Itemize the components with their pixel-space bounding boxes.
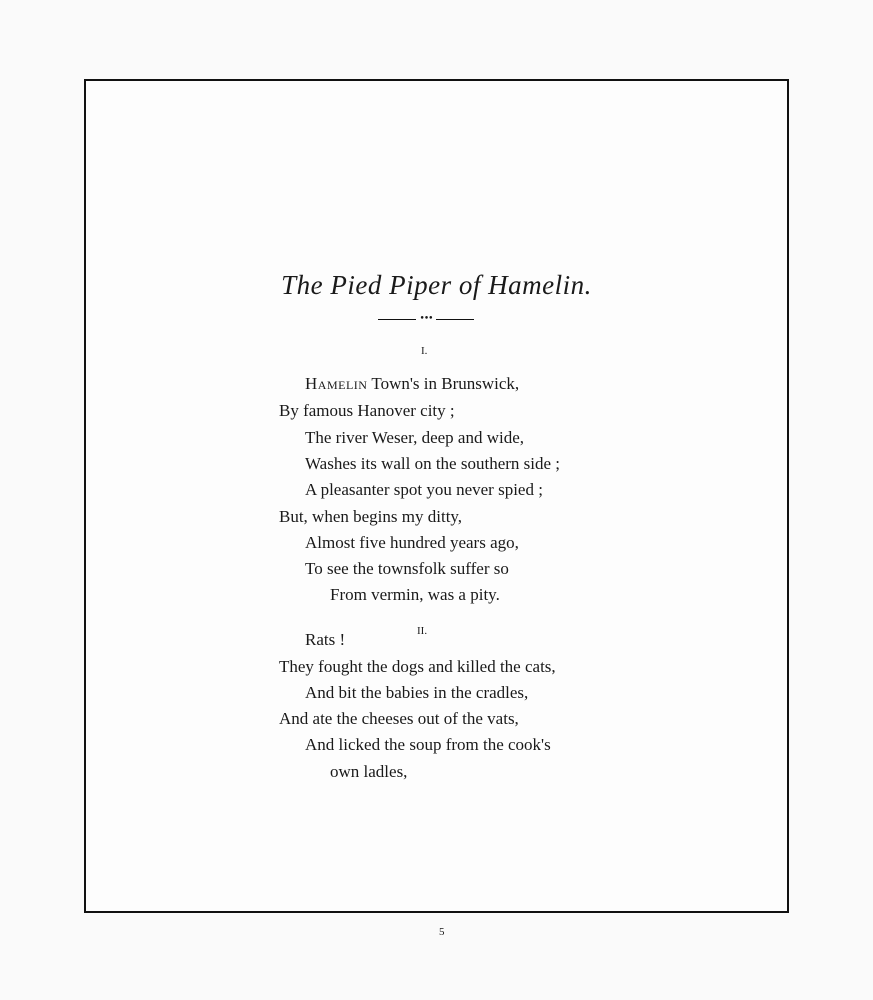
page-number: 5	[439, 926, 445, 938]
ornament-rule-right	[436, 319, 474, 320]
verse-line: Washes its wall on the southern side ;	[305, 454, 561, 473]
ornament-rule-left	[378, 319, 416, 320]
verse-line: And ate the cheeses out of the vats,	[279, 709, 519, 728]
section-numeral-2: II.	[417, 625, 428, 637]
verse-line: From vermin, was a pity.	[330, 585, 500, 604]
verse-line: And bit the babies in the cradles,	[305, 683, 529, 702]
verse-lead-word: Hamelin	[305, 374, 368, 393]
verse-line	[305, 374, 519, 394]
verse-line-text: Town's in Brunswick,	[367, 374, 520, 393]
ornament-dots: •••	[419, 314, 433, 324]
verse-line: The river Weser, deep and wide,	[305, 428, 525, 447]
verse-line: own ladles,	[330, 762, 408, 781]
verse-line: Rats !	[305, 630, 346, 649]
verse-line: By famous Hanover city ;	[279, 401, 455, 420]
verse-line: Almost five hundred years ago,	[305, 533, 519, 552]
poem-title: The Pied Piper of Hamelin.	[281, 270, 592, 300]
title-ornament	[378, 314, 474, 324]
section-numeral-1: I.	[421, 345, 428, 357]
verse-line: A pleasanter spot you never spied ;	[305, 480, 543, 499]
verse-line: They fought the dogs and killed the cats,	[279, 657, 556, 676]
verse-line: And licked the soup from the cook's	[305, 735, 551, 754]
verse-line: But, when begins my ditty,	[279, 507, 463, 526]
verse-line: To see the townsfolk suffer so	[305, 559, 509, 578]
